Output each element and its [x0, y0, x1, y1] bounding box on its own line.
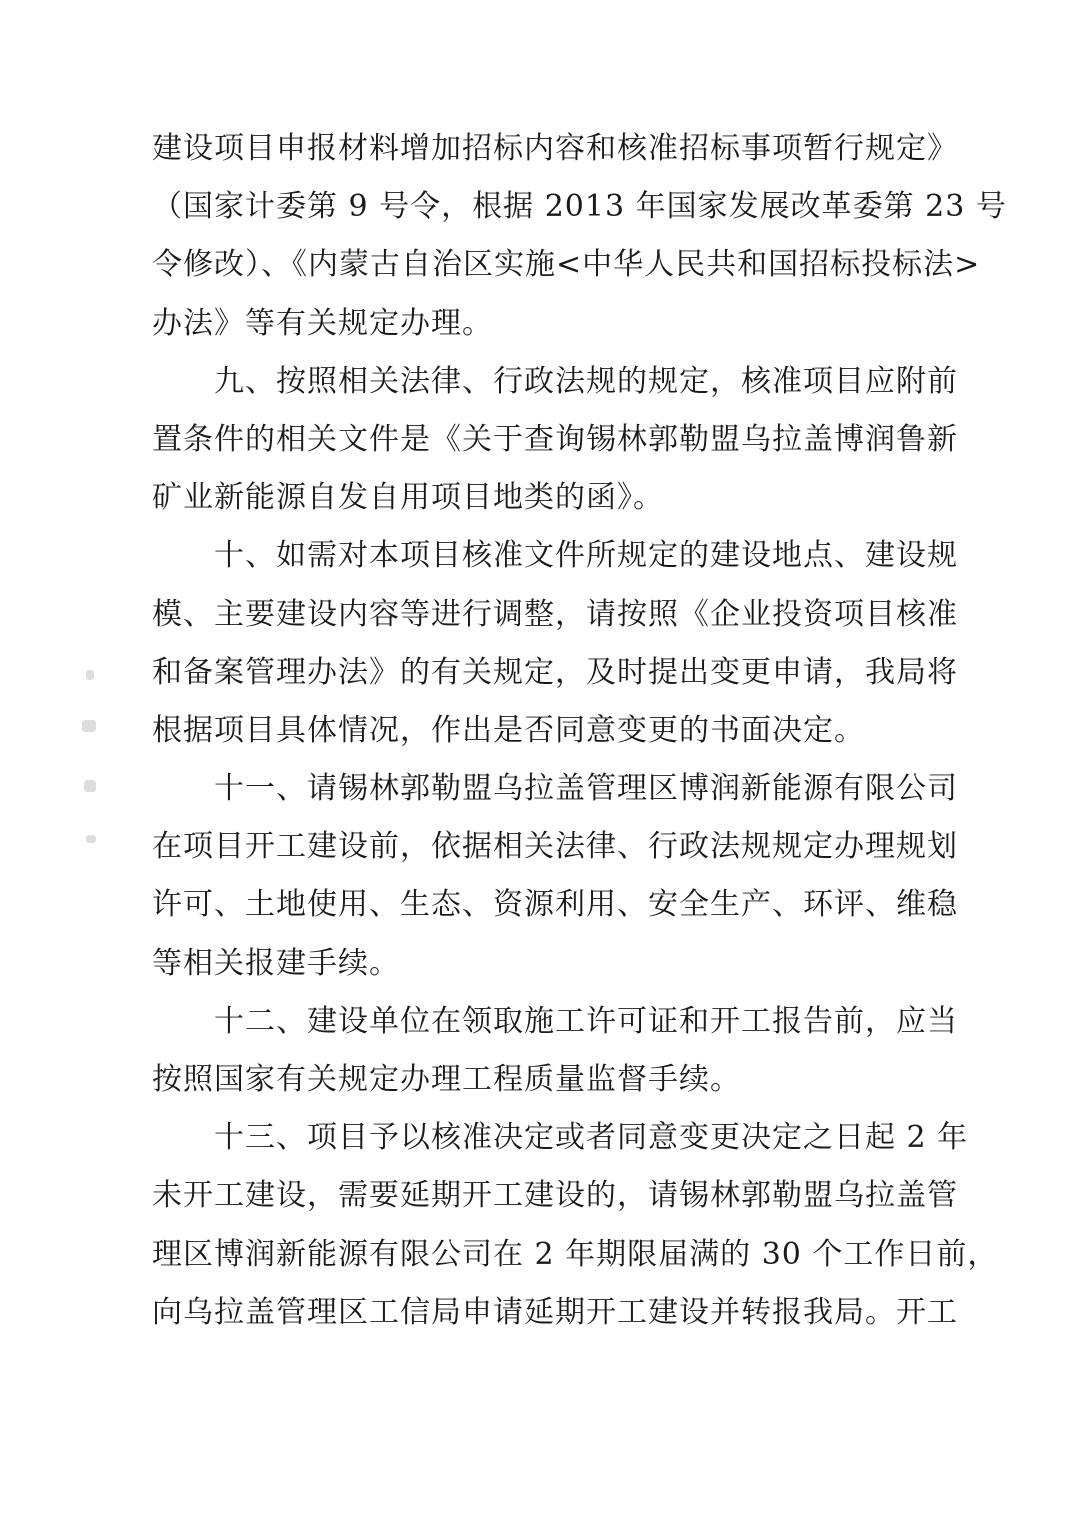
text-line: 十三、项目予以核准决定或者同意变更决定之日起 2 年: [152, 1120, 969, 1156]
text-line: 许可、土地使用、生态、资源利用、安全生产、环评、维稳: [152, 887, 958, 923]
text-line: 模、主要建设内容等进行调整，请按照《企业投资项目核准: [152, 596, 958, 632]
text-line: 矿业新能源自发自用项目地类的函》。: [152, 480, 664, 516]
text-line: 按照国家有关规定办理工程质量监督手续。: [152, 1062, 741, 1097]
text-line: 理区博润新能源有限公司在 2 年期限届满的 30 个工作日前，: [152, 1236, 999, 1272]
text-line: 建设项目申报材料增加招标内容和核准招标事项暂行规定》: [152, 131, 958, 166]
text-line: 在项目开工建设前，依据相关法律、行政法规规定办理规划: [152, 829, 958, 865]
text-line: 和备案管理办法》的有关规定，及时提出变更申请，我局将: [152, 654, 958, 690]
text-line: 十、如需对本项目核准文件所规定的建设地点、建设规: [152, 538, 958, 574]
text-line: 等相关报建手续。: [152, 945, 400, 981]
text-line: （国家计委第 9 号令，根据 2013 年国家发展改革委第 23 号: [152, 189, 1007, 225]
text-line: 未开工建设，需要延期开工建设的，请锡林郭勒盟乌拉盖管: [152, 1178, 958, 1214]
text-line: 向乌拉盖管理区工信局申请延期开工建设并转报我局。开工: [152, 1294, 958, 1330]
text-line: 根据项目具体情况，作出是否同意变更的书面决定。: [152, 712, 865, 748]
text-line: 置条件的相关文件是《关于查询锡林郭勒盟乌拉盖博润鲁新: [152, 421, 958, 457]
text-line: 九、按照相关法律、行政法规的规定，核准项目应附前: [152, 363, 958, 399]
text-line: 办法》等有关规定办理。: [152, 305, 493, 341]
binding-marks: [72, 650, 112, 850]
text-line: 十一、请锡林郭勒盟乌拉盖管理区博润新能源有限公司: [152, 771, 958, 807]
text-line: 令修改）、《内蒙古自治区实施<中华人民共和国招标投标法>: [152, 247, 981, 283]
text-line: 十二、建设单位在领取施工许可证和开工报告前，应当: [152, 1003, 958, 1039]
document-body: [152, 120, 1007, 1342]
